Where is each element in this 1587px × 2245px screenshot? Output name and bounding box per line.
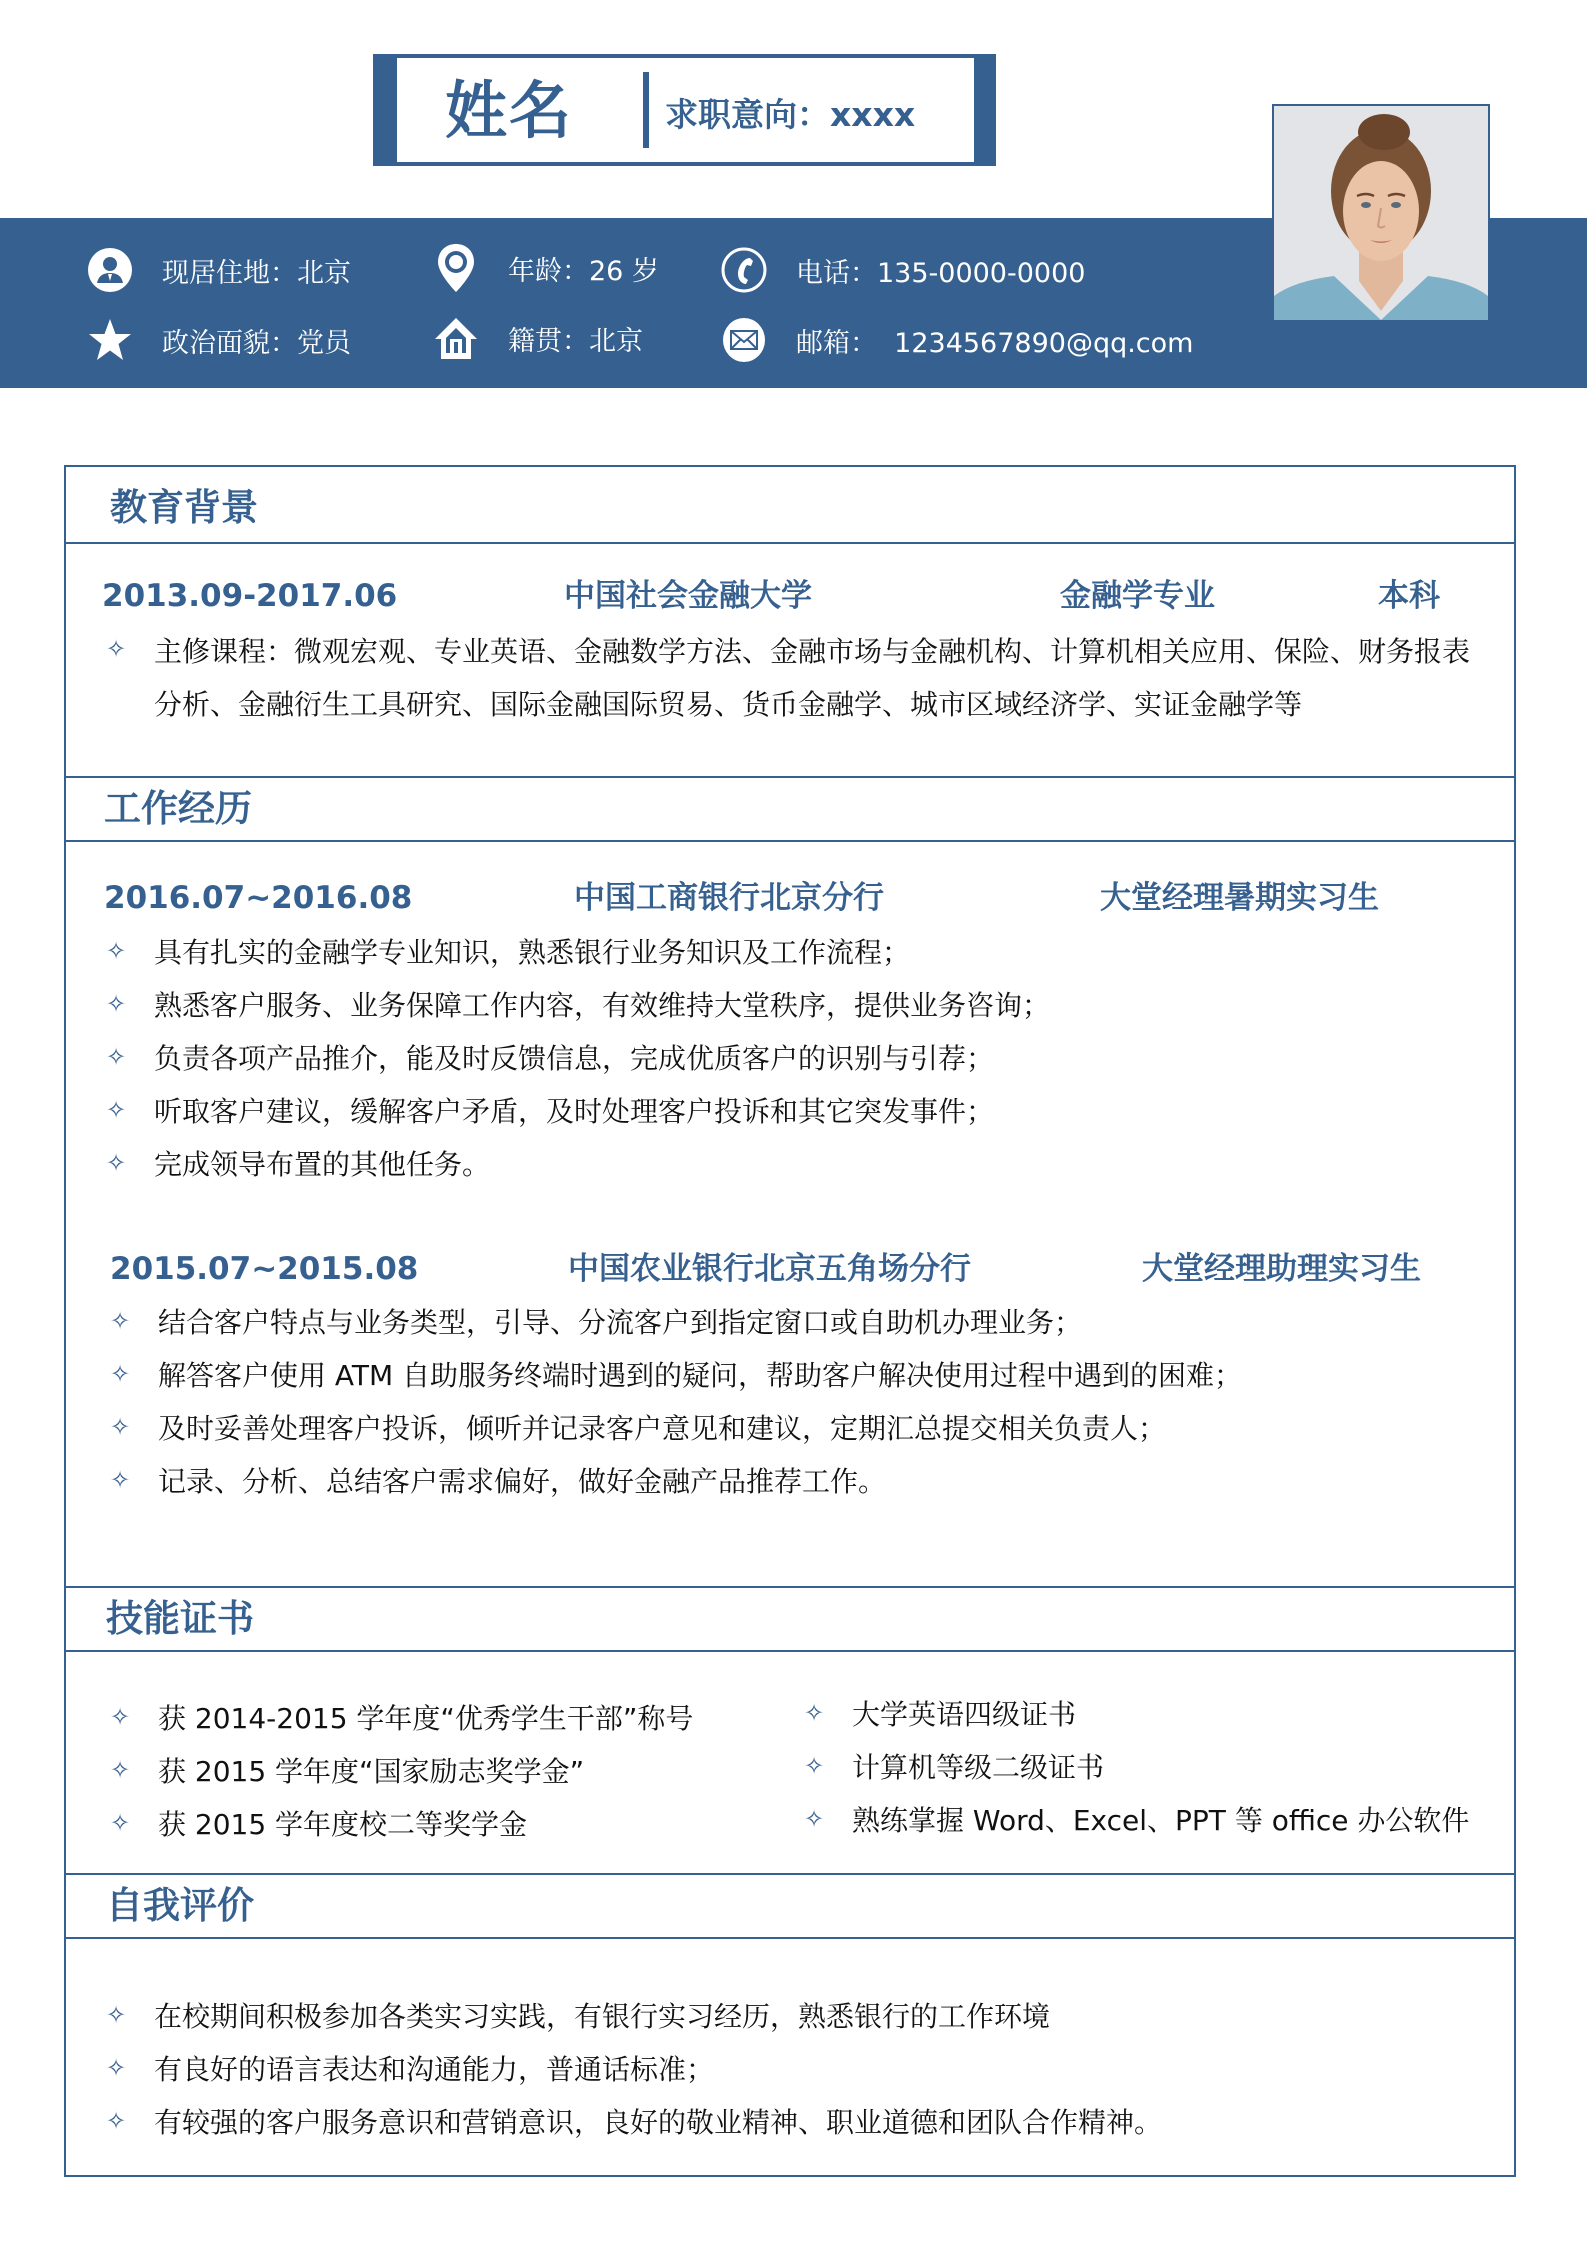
cert-item xyxy=(804,1804,1470,1837)
bullet-star-icon: ✧ xyxy=(110,1307,131,1335)
skill-text: 获 2015 学年度校二等奖学金 xyxy=(158,1808,528,1841)
profile-photo xyxy=(1272,104,1490,322)
education-degree: 本科 xyxy=(1378,578,1440,614)
job-intent: 求职意向：xxxx xyxy=(665,95,916,134)
cert-text: 大学英语四级证书 xyxy=(852,1698,1077,1731)
bullet-text: 具有扎实的金融学专业知识，熟悉银行业务知识及工作流程； xyxy=(154,936,911,969)
email-text: 邮箱： 1234567890@qq.com xyxy=(796,327,1194,359)
section-header-skills xyxy=(66,1586,1514,1652)
name-header-box xyxy=(373,54,996,166)
cert-text: 计算机等级二级证书 xyxy=(852,1751,1105,1784)
cert-item xyxy=(804,1698,1077,1731)
bullet-text: 解答客户使用 ATM 自助服务终端时遇到的疑问，帮助客户解决使用过程中遇到的困难； xyxy=(158,1359,1243,1392)
job-1-company: 中国工商银行北京分行 xyxy=(574,880,884,916)
info-politics xyxy=(86,316,351,364)
education-school: 中国社会金融大学 xyxy=(564,578,812,614)
header-divider xyxy=(643,72,649,148)
section-title-skills: 技能证书 xyxy=(106,1597,254,1640)
section-header-self-eval xyxy=(66,1873,1514,1939)
bullet-star-icon: ✧ xyxy=(106,1096,127,1124)
phone-text: 电话：135-0000-0000 xyxy=(796,257,1086,289)
education-period: 2013.09-2017.06 xyxy=(102,578,398,614)
info-email xyxy=(720,316,1193,364)
house-icon xyxy=(432,314,480,362)
section-header-work xyxy=(66,776,1514,842)
info-hometown xyxy=(432,314,643,362)
bullet-star-icon: ✧ xyxy=(106,1149,127,1177)
bullet-text: 负责各项产品推介，能及时反馈信息，完成优质客户的识别与引荐； xyxy=(154,1042,995,1075)
job-1-bullet xyxy=(106,989,1051,1022)
self-eval-item xyxy=(106,2106,1163,2139)
bullet-star-icon: ✧ xyxy=(110,1413,131,1441)
bullet-star-icon: ✧ xyxy=(804,1699,825,1727)
hometown-text: 籍贯：北京 xyxy=(508,325,643,357)
job-2-role: 大堂经理助理实习生 xyxy=(1142,1251,1421,1287)
bullet-star-icon: ✧ xyxy=(106,635,127,663)
skill-text: 获 2015 学年度“国家励志奖学金” xyxy=(158,1755,585,1788)
info-age xyxy=(432,244,659,292)
bullet-star-icon: ✧ xyxy=(106,2001,127,2029)
section-header-education xyxy=(66,467,1514,544)
bullet-star-icon: ✧ xyxy=(106,990,127,1018)
bullet-text: 及时妥善处理客户投诉，倾听并记录客户意见和建议，定期汇总提交相关负责人； xyxy=(158,1412,1167,1445)
job-2-period: 2015.07~2015.08 xyxy=(110,1251,419,1287)
job-2-bullet xyxy=(110,1465,887,1498)
job-2-company: 中国农业银行北京五角场分行 xyxy=(568,1251,971,1287)
section-title-work: 工作经历 xyxy=(104,787,252,830)
bullet-text: 结合客户特点与业务类型，引导、分流客户到指定窗口或自助机办理业务； xyxy=(158,1306,1083,1339)
job-2-bullet xyxy=(110,1306,1083,1339)
bullet-star-icon: ✧ xyxy=(106,937,127,965)
skill-item xyxy=(110,1808,528,1841)
bullet-star-icon: ✧ xyxy=(110,1809,131,1837)
self-eval-text: 有较强的客户服务意识和营销意识，良好的敬业精神、职业道德和团队合作精神。 xyxy=(154,2106,1163,2139)
education-major: 金融学专业 xyxy=(1060,578,1215,614)
bullet-star-icon: ✧ xyxy=(110,1756,131,1784)
bullet-star-icon: ✧ xyxy=(110,1466,131,1494)
section-title-self-eval: 自我评价 xyxy=(106,1884,254,1927)
skill-text: 获 2014-2015 学年度“优秀学生干部”称号 xyxy=(158,1702,694,1735)
job-1-bullet xyxy=(106,1148,491,1181)
residence-text: 现居住地：北京 xyxy=(162,257,351,289)
self-eval-item xyxy=(106,2053,715,2086)
job-1-bullet xyxy=(106,936,911,969)
job-1-role: 大堂经理暑期实习生 xyxy=(1100,880,1379,916)
bullet-star-icon: ✧ xyxy=(110,1703,131,1731)
info-phone xyxy=(720,246,1085,294)
age-text: 年龄：26 岁 xyxy=(508,255,659,287)
location-pin-icon xyxy=(432,244,480,292)
self-eval-text: 有良好的语言表达和沟通能力，普通话标准； xyxy=(154,2053,715,2086)
courses-text: 主修课程：微观宏观、专业英语、金融数学方法、金融市场与金融机构、计算机相关应用、保险、财务报表分析、金融衍生工具研究、国际金融国际贸易、货币金融学、城市区域经济学、实证金融学等 xyxy=(154,635,1471,721)
envelope-icon xyxy=(720,316,768,364)
bullet-text: 听取客户建议，缓解客户矛盾，及时处理客户投诉和其它突发事件； xyxy=(154,1095,995,1128)
job-2-bullet xyxy=(110,1359,1243,1392)
bullet-star-icon: ✧ xyxy=(804,1805,825,1833)
person-icon xyxy=(86,246,134,294)
politics-text: 政治面貌：党员 xyxy=(162,327,351,359)
bullet-star-icon: ✧ xyxy=(110,1360,131,1388)
cert-text: 熟练掌握 Word、Excel、PPT 等 office 办公软件 xyxy=(852,1804,1470,1837)
resume-content-box xyxy=(64,465,1516,2177)
job-1-bullet xyxy=(106,1042,995,1075)
job-1-period: 2016.07~2016.08 xyxy=(104,880,413,916)
candidate-name: 姓名 xyxy=(445,74,574,147)
bullet-text: 完成领导布置的其他任务。 xyxy=(154,1148,491,1181)
self-eval-text: 在校期间积极参加各类实习实践，有银行实习经历，熟悉银行的工作环境 xyxy=(154,2000,1051,2033)
bullet-text: 熟悉客户服务、业务保障工作内容，有效维持大堂秩序，提供业务咨询； xyxy=(154,989,1051,1022)
name-header-inner xyxy=(397,58,974,162)
bullet-text: 记录、分析、总结客户需求偏好，做好金融产品推荐工作。 xyxy=(158,1465,887,1498)
portrait-image xyxy=(1274,106,1488,320)
bullet-star-icon: ✧ xyxy=(804,1752,825,1780)
education-courses xyxy=(106,637,1486,731)
phone-icon xyxy=(720,246,768,294)
skill-item xyxy=(110,1702,694,1735)
job-2-bullet xyxy=(110,1412,1167,1445)
cert-item xyxy=(804,1751,1105,1784)
info-residence xyxy=(86,246,351,294)
section-title-education: 教育背景 xyxy=(110,486,258,529)
bullet-star-icon: ✧ xyxy=(106,2054,127,2082)
bullet-star-icon: ✧ xyxy=(106,2107,127,2135)
bullet-star-icon: ✧ xyxy=(106,1043,127,1071)
job-1-bullet xyxy=(106,1095,995,1128)
self-eval-item xyxy=(106,2000,1051,2033)
skill-item xyxy=(110,1755,585,1788)
star-icon xyxy=(86,316,134,364)
